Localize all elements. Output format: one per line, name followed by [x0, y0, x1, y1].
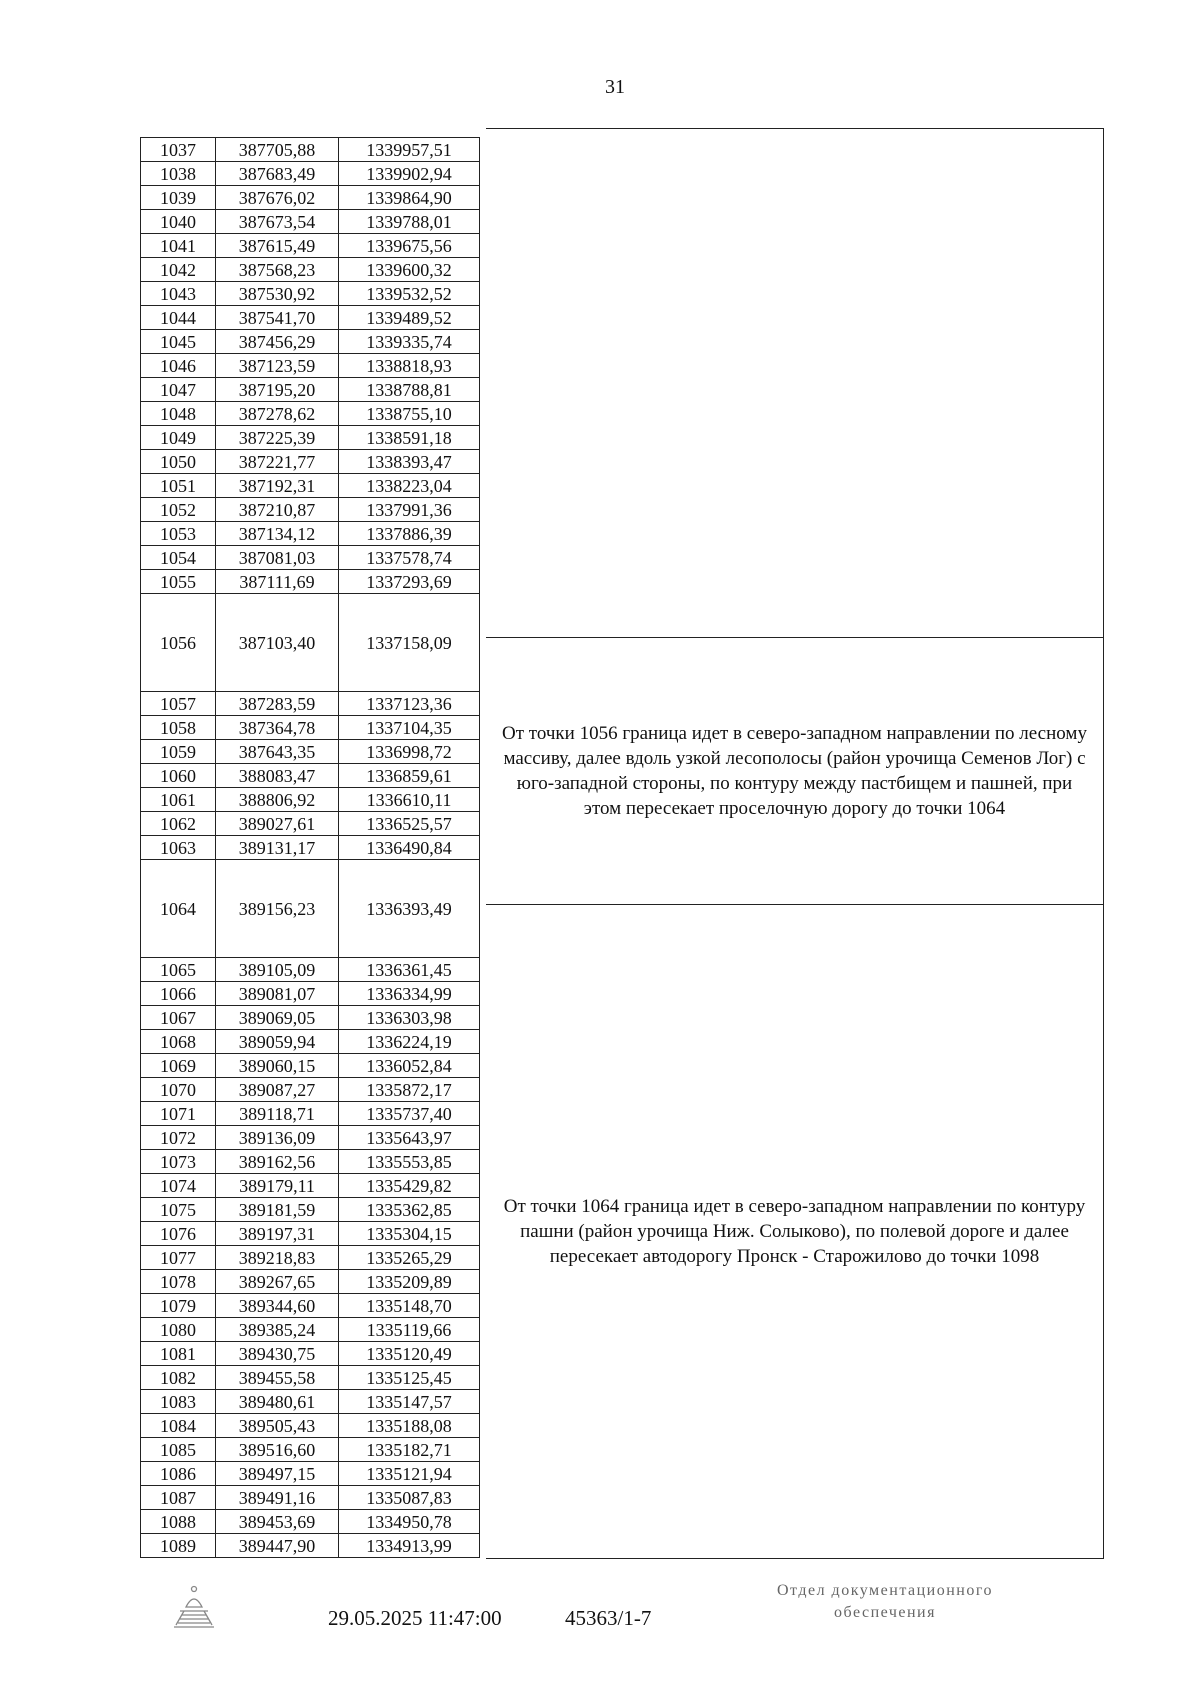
coord-x-cell: 387134,12: [216, 522, 339, 546]
coord-y-cell: 1335429,82: [339, 1174, 480, 1198]
point-number-cell: 1051: [141, 474, 216, 498]
coord-x-cell: 387225,39: [216, 426, 339, 450]
coord-y-cell: 1335265,29: [339, 1246, 480, 1270]
point-number-cell: 1056: [141, 594, 216, 692]
coord-y-cell: 1335148,70: [339, 1294, 480, 1318]
coord-y-cell: 1335120,49: [339, 1342, 480, 1366]
table-row: [141, 1198, 480, 1222]
coord-x-cell: 389131,17: [216, 836, 339, 860]
table-row: [141, 1390, 480, 1414]
table-row: [141, 982, 480, 1006]
coord-y-cell: 1338591,18: [339, 426, 480, 450]
table-row: [141, 234, 480, 258]
table-row: [141, 378, 480, 402]
point-number-cell: 1046: [141, 354, 216, 378]
table-row: [141, 1246, 480, 1270]
coord-x-cell: 387081,03: [216, 546, 339, 570]
point-number-cell: 1089: [141, 1534, 216, 1558]
coord-y-cell: 1335872,17: [339, 1078, 480, 1102]
coord-x-cell: 387103,40: [216, 594, 339, 692]
department-stamp: [735, 1580, 1035, 1624]
table-row: [141, 1222, 480, 1246]
point-number-cell: 1085: [141, 1438, 216, 1462]
coord-y-cell: 1336490,84: [339, 836, 480, 860]
table-row: [141, 1102, 480, 1126]
table-row: [141, 450, 480, 474]
table-row: [141, 522, 480, 546]
coord-x-cell: 387683,49: [216, 162, 339, 186]
point-number-cell: 1052: [141, 498, 216, 522]
point-number-cell: 1044: [141, 306, 216, 330]
description-text-1056-1064: От точки 1056 граница идет в северо-западном направлении по лесному массиву, далее вдоль узкой лесополосы (район урочища Семенов Лог) с юго-западной стороны, по контуру между пастбищем и пашней, при этом пересекает проселочную дорогу до точки 1064: [502, 723, 1087, 819]
point-number-cell: 1068: [141, 1030, 216, 1054]
coord-x-cell: 387676,02: [216, 186, 339, 210]
table-row: [141, 788, 480, 812]
coord-y-cell: 1335147,57: [339, 1390, 480, 1414]
coord-x-cell: 387278,62: [216, 402, 339, 426]
coord-x-cell: 389181,59: [216, 1198, 339, 1222]
table-row: [141, 958, 480, 982]
table-row: [141, 1150, 480, 1174]
coord-x-cell: 387283,59: [216, 692, 339, 716]
coord-x-cell: 389156,23: [216, 860, 339, 958]
stamp-line-2: обеспечения: [834, 1604, 936, 1621]
point-number-cell: 1040: [141, 210, 216, 234]
coord-y-cell: 1336361,45: [339, 958, 480, 982]
table-row: [141, 1318, 480, 1342]
table-row: [141, 210, 480, 234]
coord-y-cell: 1334913,99: [339, 1534, 480, 1558]
point-number-cell: 1064: [141, 860, 216, 958]
archive-logo-icon: [170, 1585, 218, 1629]
table-row: [141, 546, 480, 570]
point-number-cell: 1039: [141, 186, 216, 210]
coord-x-cell: 389027,61: [216, 812, 339, 836]
coord-y-cell: 1337104,35: [339, 716, 480, 740]
coord-x-cell: 389385,24: [216, 1318, 339, 1342]
coord-y-cell: 1338755,10: [339, 402, 480, 426]
point-number-cell: 1067: [141, 1006, 216, 1030]
table-row: [141, 162, 480, 186]
coord-y-cell: 1339489,52: [339, 306, 480, 330]
coord-y-cell: 1336525,57: [339, 812, 480, 836]
coordinates-table-body: [141, 138, 480, 1558]
coord-x-cell: 389087,27: [216, 1078, 339, 1102]
coord-y-cell: 1337158,09: [339, 594, 480, 692]
coord-y-cell: 1339675,56: [339, 234, 480, 258]
table-row: [141, 474, 480, 498]
coord-y-cell: 1339902,94: [339, 162, 480, 186]
coord-y-cell: 1335737,40: [339, 1102, 480, 1126]
point-number-cell: 1063: [141, 836, 216, 860]
coord-x-cell: 389344,60: [216, 1294, 339, 1318]
point-number-cell: 1062: [141, 812, 216, 836]
point-number-cell: 1061: [141, 788, 216, 812]
table-row: [141, 1270, 480, 1294]
point-number-cell: 1054: [141, 546, 216, 570]
table-row: [141, 1510, 480, 1534]
point-number-cell: 1037: [141, 138, 216, 162]
coord-x-cell: 387195,20: [216, 378, 339, 402]
coord-x-cell: 387615,49: [216, 234, 339, 258]
table-row: [141, 138, 480, 162]
point-number-cell: 1071: [141, 1102, 216, 1126]
table-row: [141, 426, 480, 450]
coord-y-cell: 1339788,01: [339, 210, 480, 234]
point-number-cell: 1074: [141, 1174, 216, 1198]
coord-x-cell: 388806,92: [216, 788, 339, 812]
coord-y-cell: 1337578,74: [339, 546, 480, 570]
point-number-cell: 1038: [141, 162, 216, 186]
table-row: [141, 282, 480, 306]
table-row: [141, 594, 480, 692]
point-number-cell: 1082: [141, 1366, 216, 1390]
coord-x-cell: 389480,61: [216, 1390, 339, 1414]
coord-x-cell: 389059,94: [216, 1030, 339, 1054]
table-row: [141, 1054, 480, 1078]
coord-y-cell: 1335182,71: [339, 1438, 480, 1462]
coord-x-cell: 387568,23: [216, 258, 339, 282]
table-row: [141, 1462, 480, 1486]
table-row: [141, 186, 480, 210]
point-number-cell: 1084: [141, 1414, 216, 1438]
table-row: [141, 1414, 480, 1438]
table-row: [141, 740, 480, 764]
point-number-cell: 1087: [141, 1486, 216, 1510]
coord-x-cell: 387530,92: [216, 282, 339, 306]
coord-y-cell: 1335304,15: [339, 1222, 480, 1246]
coord-y-cell: 1337123,36: [339, 692, 480, 716]
point-number-cell: 1041: [141, 234, 216, 258]
point-number-cell: 1055: [141, 570, 216, 594]
point-number-cell: 1077: [141, 1246, 216, 1270]
coord-x-cell: 389267,65: [216, 1270, 339, 1294]
point-number-cell: 1049: [141, 426, 216, 450]
table-row: [141, 1438, 480, 1462]
coord-y-cell: 1336052,84: [339, 1054, 480, 1078]
coord-y-cell: 1335125,45: [339, 1366, 480, 1390]
point-number-cell: 1047: [141, 378, 216, 402]
point-number-cell: 1043: [141, 282, 216, 306]
table-row: [141, 1366, 480, 1390]
coord-x-cell: 389081,07: [216, 982, 339, 1006]
point-number-cell: 1079: [141, 1294, 216, 1318]
coord-y-cell: 1338818,93: [339, 354, 480, 378]
coord-x-cell: 387111,69: [216, 570, 339, 594]
coord-x-cell: 389505,43: [216, 1414, 339, 1438]
table-row: [141, 1174, 480, 1198]
coord-x-cell: 388083,47: [216, 764, 339, 788]
coord-y-cell: 1336334,99: [339, 982, 480, 1006]
coord-x-cell: 387123,59: [216, 354, 339, 378]
point-number-cell: 1080: [141, 1318, 216, 1342]
table-row: [141, 1534, 480, 1558]
table-row: [141, 836, 480, 860]
point-number-cell: 1066: [141, 982, 216, 1006]
coord-y-cell: 1338393,47: [339, 450, 480, 474]
table-row: [141, 354, 480, 378]
table-row: [141, 1078, 480, 1102]
description-cell-1056-1064: [486, 637, 1104, 905]
coord-x-cell: 387673,54: [216, 210, 339, 234]
coord-y-cell: 1338788,81: [339, 378, 480, 402]
table-row: [141, 498, 480, 522]
point-number-cell: 1083: [141, 1390, 216, 1414]
point-number-cell: 1050: [141, 450, 216, 474]
stamp-line-1: Отдел документационного: [776, 1582, 994, 1599]
coord-y-cell: 1339335,74: [339, 330, 480, 354]
table-row: [141, 1006, 480, 1030]
point-number-cell: 1057: [141, 692, 216, 716]
coord-x-cell: 389491,16: [216, 1486, 339, 1510]
coord-x-cell: 389453,69: [216, 1510, 339, 1534]
coord-y-cell: 1338223,04: [339, 474, 480, 498]
coordinates-table: [140, 137, 480, 1558]
table-row: [141, 330, 480, 354]
point-number-cell: 1042: [141, 258, 216, 282]
point-number-cell: 1048: [141, 402, 216, 426]
table-row: [141, 860, 480, 958]
point-number-cell: 1078: [141, 1270, 216, 1294]
table-row: [141, 1030, 480, 1054]
table-row: [141, 1342, 480, 1366]
coord-y-cell: 1335209,89: [339, 1270, 480, 1294]
coord-y-cell: 1337293,69: [339, 570, 480, 594]
footer-doc-number: 45363/1-7: [565, 1606, 652, 1630]
coord-y-cell: 1336859,61: [339, 764, 480, 788]
coord-x-cell: 389197,31: [216, 1222, 339, 1246]
page-number: 31: [605, 76, 625, 98]
coord-x-cell: 389060,15: [216, 1054, 339, 1078]
coord-x-cell: 389430,75: [216, 1342, 339, 1366]
coord-y-cell: 1335087,83: [339, 1486, 480, 1510]
point-number-cell: 1065: [141, 958, 216, 982]
coord-x-cell: 389218,83: [216, 1246, 339, 1270]
coord-y-cell: 1335119,66: [339, 1318, 480, 1342]
description-cell-1064-1098: [486, 904, 1104, 1559]
coord-y-cell: 1335553,85: [339, 1150, 480, 1174]
coord-y-cell: 1334950,78: [339, 1510, 480, 1534]
coord-x-cell: 389516,60: [216, 1438, 339, 1462]
coord-x-cell: 389069,05: [216, 1006, 339, 1030]
description-cell-upper: [486, 128, 1104, 638]
point-number-cell: 1070: [141, 1078, 216, 1102]
coord-y-cell: 1336224,19: [339, 1030, 480, 1054]
coord-x-cell: 387705,88: [216, 138, 339, 162]
table-row: [141, 764, 480, 788]
table-row: [141, 1486, 480, 1510]
point-number-cell: 1059: [141, 740, 216, 764]
coord-y-cell: 1336393,49: [339, 860, 480, 958]
table-row: [141, 402, 480, 426]
coord-y-cell: 1339864,90: [339, 186, 480, 210]
coord-y-cell: 1336998,72: [339, 740, 480, 764]
coord-y-cell: 1337991,36: [339, 498, 480, 522]
coord-x-cell: 387364,78: [216, 716, 339, 740]
coord-y-cell: 1339532,52: [339, 282, 480, 306]
coord-x-cell: 389118,71: [216, 1102, 339, 1126]
coord-y-cell: 1335362,85: [339, 1198, 480, 1222]
coord-x-cell: 387456,29: [216, 330, 339, 354]
coord-x-cell: 387643,35: [216, 740, 339, 764]
point-number-cell: 1076: [141, 1222, 216, 1246]
table-row: [141, 570, 480, 594]
table-row: [141, 692, 480, 716]
coord-x-cell: 387210,87: [216, 498, 339, 522]
coord-y-cell: 1335121,94: [339, 1462, 480, 1486]
point-number-cell: 1045: [141, 330, 216, 354]
footer-datetime: 29.05.2025 11:47:00: [328, 1606, 502, 1630]
coord-x-cell: 389455,58: [216, 1366, 339, 1390]
coord-y-cell: 1337886,39: [339, 522, 480, 546]
coord-x-cell: 389105,09: [216, 958, 339, 982]
table-row: [141, 306, 480, 330]
coord-x-cell: 387221,77: [216, 450, 339, 474]
coord-y-cell: 1339600,32: [339, 258, 480, 282]
coord-y-cell: 1339957,51: [339, 138, 480, 162]
point-number-cell: 1086: [141, 1462, 216, 1486]
coord-x-cell: 389179,11: [216, 1174, 339, 1198]
point-number-cell: 1088: [141, 1510, 216, 1534]
point-number-cell: 1072: [141, 1126, 216, 1150]
point-number-cell: 1081: [141, 1342, 216, 1366]
point-number-cell: 1069: [141, 1054, 216, 1078]
coord-y-cell: 1335643,97: [339, 1126, 480, 1150]
point-number-cell: 1075: [141, 1198, 216, 1222]
table-row: [141, 1294, 480, 1318]
table-row: [141, 812, 480, 836]
coord-x-cell: 389447,90: [216, 1534, 339, 1558]
table-row: [141, 258, 480, 282]
coord-y-cell: 1335188,08: [339, 1414, 480, 1438]
point-number-cell: 1058: [141, 716, 216, 740]
coord-x-cell: 387541,70: [216, 306, 339, 330]
table-row: [141, 716, 480, 740]
point-number-cell: 1073: [141, 1150, 216, 1174]
coord-y-cell: 1336610,11: [339, 788, 480, 812]
table-row: [141, 1126, 480, 1150]
point-number-cell: 1053: [141, 522, 216, 546]
coord-x-cell: 389162,56: [216, 1150, 339, 1174]
coord-x-cell: 389136,09: [216, 1126, 339, 1150]
point-number-cell: 1060: [141, 764, 216, 788]
description-text-1064-1098: От точки 1064 граница идет в северо-западном направлении по контуру пашни (район урочища Ниж. Солыково), по полевой дороге и далее пересекает автодорогу Пронск - Старожилово до точки 1098: [503, 1196, 1086, 1267]
coord-x-cell: 389497,15: [216, 1462, 339, 1486]
coord-x-cell: 387192,31: [216, 474, 339, 498]
coord-y-cell: 1336303,98: [339, 1006, 480, 1030]
